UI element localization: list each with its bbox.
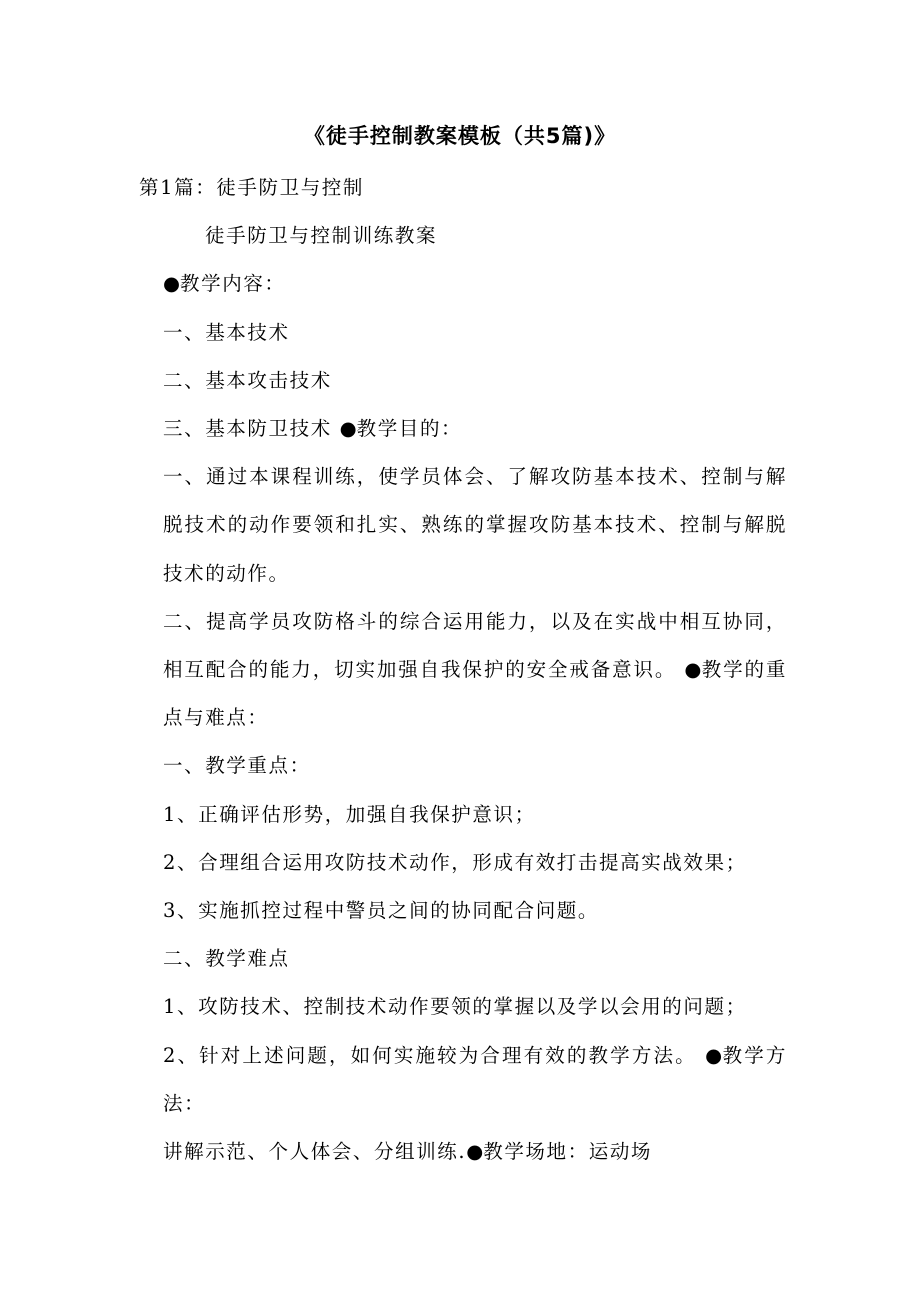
teaching-venue-label: 教学场地：: [483, 1140, 589, 1164]
method-and-venue-line: [139, 1128, 787, 1176]
content-item-1: 一、基本技术: [163, 320, 290, 344]
document-title: 《徒手控制教案模板（共5篇)》: [303, 124, 617, 148]
difficulty-item-2-with-method-heading: [139, 1032, 787, 1128]
teaching-content-heading: [139, 260, 787, 308]
bullet-icon: ●: [466, 1140, 484, 1164]
focus-item-1: 1、正确评估形势，加强自我保护意识；: [163, 802, 536, 826]
teaching-goals-label: 教学目的：: [356, 417, 463, 441]
content-item-3: 三、基本防卫技术: [163, 417, 332, 441]
lesson-subtitle: 徒手防卫与控制训练教案: [205, 224, 438, 248]
bullet-icon: ●: [684, 658, 702, 682]
focus-heading: 一、教学重点：: [163, 754, 311, 778]
teaching-venue-text: 运动场: [588, 1140, 653, 1164]
difficulty-item-1: 1、攻防技术、控制技术动作要领的掌握以及学以会用的问题；: [163, 995, 747, 1019]
teaching-method-text: 讲解示范、个人体会、分组训练.: [163, 1140, 467, 1164]
teaching-content-label: 教学内容：: [180, 272, 286, 296]
bullet-icon: ●: [163, 272, 181, 296]
content-item-3-with-goals-heading: [139, 405, 787, 453]
bullet-icon: ●: [339, 417, 357, 441]
focus-item-3: 3、实施抓控过程中警员之间的协同配合问题。: [163, 899, 600, 923]
focus-item-2: 2、合理组合运用攻防技术动作，形成有效打击提高实战效果；: [163, 850, 747, 874]
chapter-heading: 第1篇：徒手防卫与控制: [139, 176, 365, 199]
bullet-icon: ●: [705, 1043, 723, 1067]
goal-paragraph-2-with-keypoints-heading: [139, 598, 787, 743]
goal-paragraph-2: 二、提高学员攻防格斗的综合运用能力，以及在实战中相互协同，相互配合的能力，切实加强自我保护的安全戒备意识。: [163, 609, 787, 682]
content-item-2: 二、基本攻击技术: [163, 368, 332, 392]
document-body: [139, 164, 787, 1176]
goal-paragraph-1: 一、通过本课程训练，使学员体会、了解攻防基本技术、控制与解脱技术的动作要领和扎实、熟练的掌握攻防基本技术、控制与解脱技术的动作。: [163, 465, 787, 585]
difficulty-item-2: 2、针对上述问题，如何实施较为合理有效的教学方法。: [163, 1043, 697, 1067]
difficulty-heading: 二、教学难点: [163, 947, 290, 971]
teaching-method-label: 教学方法：: [163, 1043, 787, 1115]
key-points-label: 教学的重点与难点：: [163, 658, 787, 730]
